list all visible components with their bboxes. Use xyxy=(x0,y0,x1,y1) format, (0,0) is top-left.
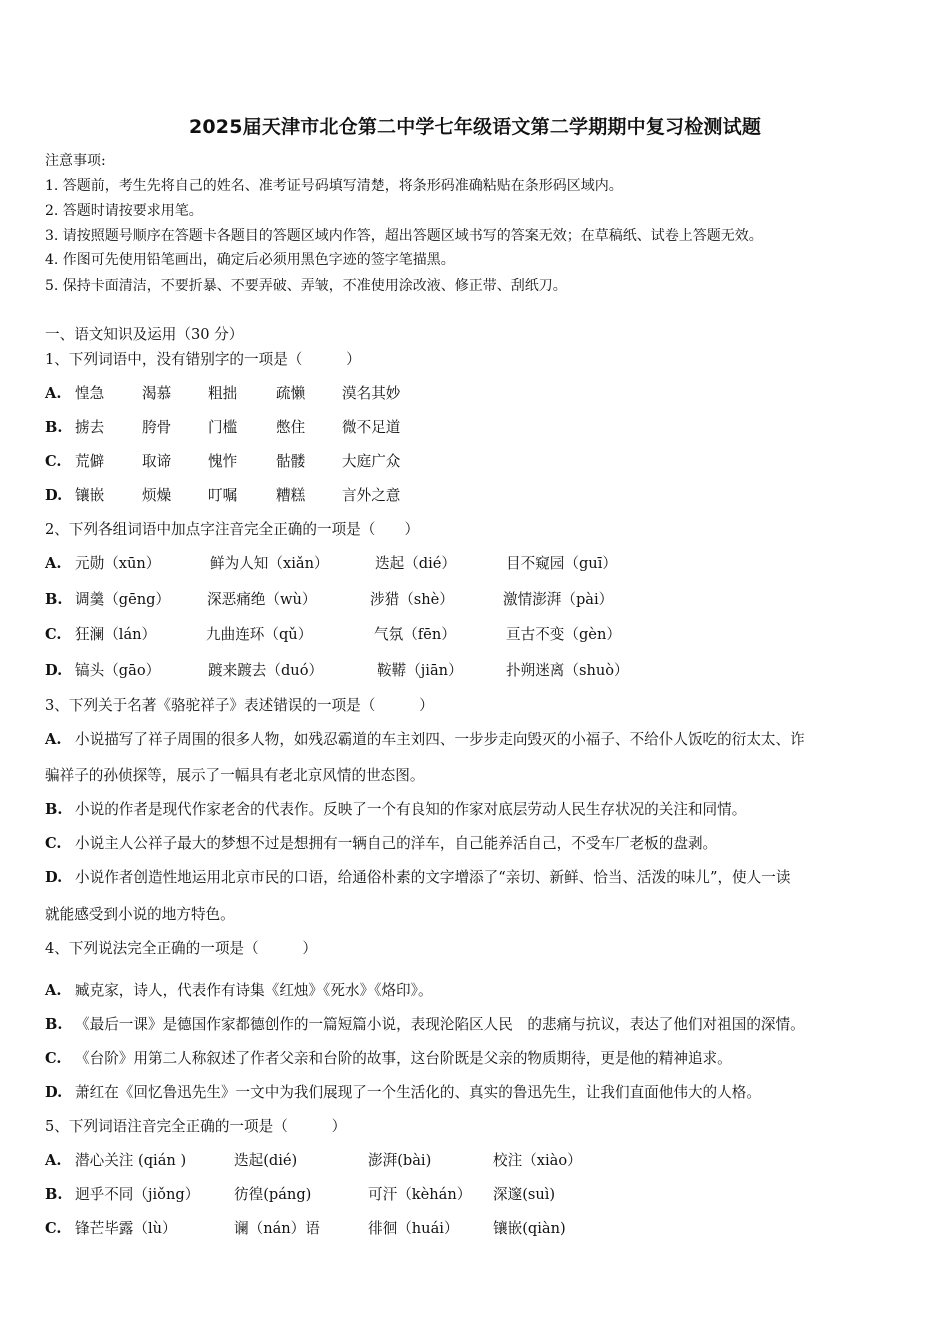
option-word: 渴慕 xyxy=(142,385,172,402)
option-word: 掳去 xyxy=(75,419,105,436)
option-label: C. xyxy=(45,835,62,852)
option-word: 胯骨 xyxy=(142,419,172,436)
option-label: A. xyxy=(45,1152,62,1169)
option-word: 漠名其妙 xyxy=(342,385,401,402)
option-word: 糟糕 xyxy=(276,487,306,504)
question-5-stem: 5、下列词语注音完全正确的一项是（ ） xyxy=(45,1118,347,1135)
option-word: 荒僻 xyxy=(75,453,105,470)
option-text: 骗祥子的孙侦探等，展示了一幅具有老北京风情的世态图。 xyxy=(45,767,425,784)
option-word: 取谛 xyxy=(142,453,172,470)
option-word: 镐头（gāo） xyxy=(75,662,161,679)
option-word: 涉猎（shè） xyxy=(370,591,454,608)
option-word: 澎湃(bài) xyxy=(368,1152,432,1169)
option-label: C. xyxy=(45,626,62,643)
notice-item: 4. 作图可先使用铅笔画出，确定后必须用黑色字迹的签字笔描黑。 xyxy=(45,252,455,268)
option-word: 惶急 xyxy=(75,385,105,402)
question-3-stem: 3、下列关于名著《骆驼祥子》表述错误的一项是（ ） xyxy=(45,697,434,714)
option-label: B. xyxy=(45,1186,63,1203)
option-word: 调羹（gēng） xyxy=(75,591,171,608)
option-word: 可汗（kèhán） xyxy=(368,1186,472,1203)
option-word: 门槛 xyxy=(208,419,238,436)
option-word: 愧怍 xyxy=(208,453,238,470)
section-heading: 一、语文知识及运用（30 分） xyxy=(45,326,244,343)
option-word: 大庭广众 xyxy=(342,453,401,470)
option-word: 迭起（dié） xyxy=(375,555,457,572)
question-1-stem: 1、下列词语中，没有错别字的一项是（ ） xyxy=(45,351,361,368)
option-word: 彷徨(páng) xyxy=(234,1186,312,1203)
option-label: B. xyxy=(45,1016,63,1033)
notice-item: 2. 答题时请按要求用笔。 xyxy=(45,203,203,219)
question-4-stem: 4、下列说法完全正确的一项是（ ） xyxy=(45,940,317,957)
notice-item: 5. 保持卡面清洁，不要折暴、不要弄破、弄皱，不准使用涂改液、修正带、刮纸刀。 xyxy=(45,278,567,294)
option-word: 疏懒 xyxy=(276,385,306,402)
option-word: 叮嘱 xyxy=(208,487,238,504)
option-word: 气氛（fēn） xyxy=(374,626,456,643)
option-label: A. xyxy=(45,982,62,999)
option-word: 憋住 xyxy=(276,419,306,436)
option-word: 锋芒毕露（lù） xyxy=(75,1220,177,1237)
option-word: 潜心关注 (qián ) xyxy=(75,1152,187,1169)
option-label: A. xyxy=(45,731,62,748)
option-label: D. xyxy=(45,662,63,679)
option-label: D. xyxy=(45,487,63,504)
option-word: 深邃(suì) xyxy=(493,1186,556,1203)
option-word: 徘徊（huái） xyxy=(368,1220,459,1237)
option-label: C. xyxy=(45,1220,62,1237)
option-word: 扑朔迷离（shuò） xyxy=(506,662,629,679)
option-word: 亘古不变（gèn） xyxy=(506,626,621,643)
option-word: 目不窥园（guī） xyxy=(506,555,617,572)
option-text: 臧克家，诗人，代表作有诗集《红烛》《死水》《烙印》。 xyxy=(75,982,433,999)
option-text: 小说主人公祥子最大的梦想不过是想拥有一辆自己的洋车，自己能养活自己，不受车厂老板的盘剥。 xyxy=(75,835,718,852)
option-word: 烦燥 xyxy=(142,487,172,504)
page-title: 2025届天津市北仓第二中学七年级语文第二学期期中复习检测试题 xyxy=(188,116,762,138)
option-word: 粗拙 xyxy=(208,385,238,402)
option-word: 踱来踱去（duó） xyxy=(208,662,324,679)
option-text: 就能感受到小说的地方特色。 xyxy=(45,906,235,923)
option-label: B. xyxy=(45,591,63,608)
option-word: 镶嵌 xyxy=(75,487,105,504)
option-text: 萧红在《回忆鲁迅先生》一文中为我们展现了一个生活化的、真实的鲁迅先生，让我们直面他伟大的人格。 xyxy=(75,1084,761,1101)
option-word: 鞍鞯（jiān） xyxy=(377,662,463,679)
option-label: B. xyxy=(45,419,63,436)
option-text: 小说描写了祥子周围的很多人物，如残忍霸道的车主刘四、一步步走向毁灭的小福子、不给仆人饭吃的衍太太、诈 xyxy=(75,731,805,748)
option-word: 骷髅 xyxy=(276,453,306,470)
notice-item: 3. 请按照题号顺序在答题卡各题目的答题区域内作答，超出答题区域书写的答案无效；在草稿纸、试卷上答题无效。 xyxy=(45,228,763,244)
option-label: A. xyxy=(45,555,62,572)
option-word: 迭起(dié) xyxy=(234,1152,298,1169)
option-word: 迥乎不同（jiǒng） xyxy=(75,1186,200,1203)
option-word: 校注（xiào） xyxy=(493,1152,582,1169)
option-word: 鲜为人知（xiǎn） xyxy=(210,555,329,572)
option-label: C. xyxy=(45,453,62,470)
notice-heading: 注意事项: xyxy=(45,153,106,169)
option-text: 小说作者创造性地运用北京市民的口语，给通俗朴素的文字增添了“亲切、新鲜、恰当、活泼的味儿”，使人一读 xyxy=(75,869,791,886)
option-text: 《最后一课》是德国作家都德创作的一篇短篇小说，表现沦陷区人民 的悲痛与抗议，表达了他们对祖国的深情。 xyxy=(75,1016,805,1033)
option-word: 深恶痛绝（wù） xyxy=(207,591,317,608)
option-word: 微不足道 xyxy=(342,419,401,436)
option-word: 激情澎湃（pài） xyxy=(503,591,614,608)
question-2-stem: 2、下列各组词语中加点字注音完全正确的一项是（ ） xyxy=(45,521,420,538)
option-label: A. xyxy=(45,385,62,402)
option-text: 《台阶》用第二人称叙述了作者父亲和台阶的故事，这台阶既是父亲的物质期待，更是他的精神追求。 xyxy=(75,1050,732,1067)
option-word: 言外之意 xyxy=(342,487,401,504)
option-word: 狂澜（lán） xyxy=(75,626,157,643)
option-label: D. xyxy=(45,1084,63,1101)
option-word: 元勋（xūn） xyxy=(75,555,161,572)
option-label: D. xyxy=(45,869,63,886)
option-label: C. xyxy=(45,1050,62,1067)
option-text: 小说的作者是现代作家老舍的代表作。反映了一个有良知的作家对底层劳动人民生存状况的关注和同情。 xyxy=(75,801,747,818)
option-word: 九曲连环（qǔ） xyxy=(206,626,313,643)
notice-item: 1. 答题前，考生先将自己的姓名、准考证号码填写清楚，将条形码准确粘贴在条形码区域内。 xyxy=(45,178,623,194)
option-word: 镶嵌(qiàn) xyxy=(493,1220,566,1237)
option-label: B. xyxy=(45,801,63,818)
option-word: 谰（nán）语 xyxy=(234,1220,320,1237)
